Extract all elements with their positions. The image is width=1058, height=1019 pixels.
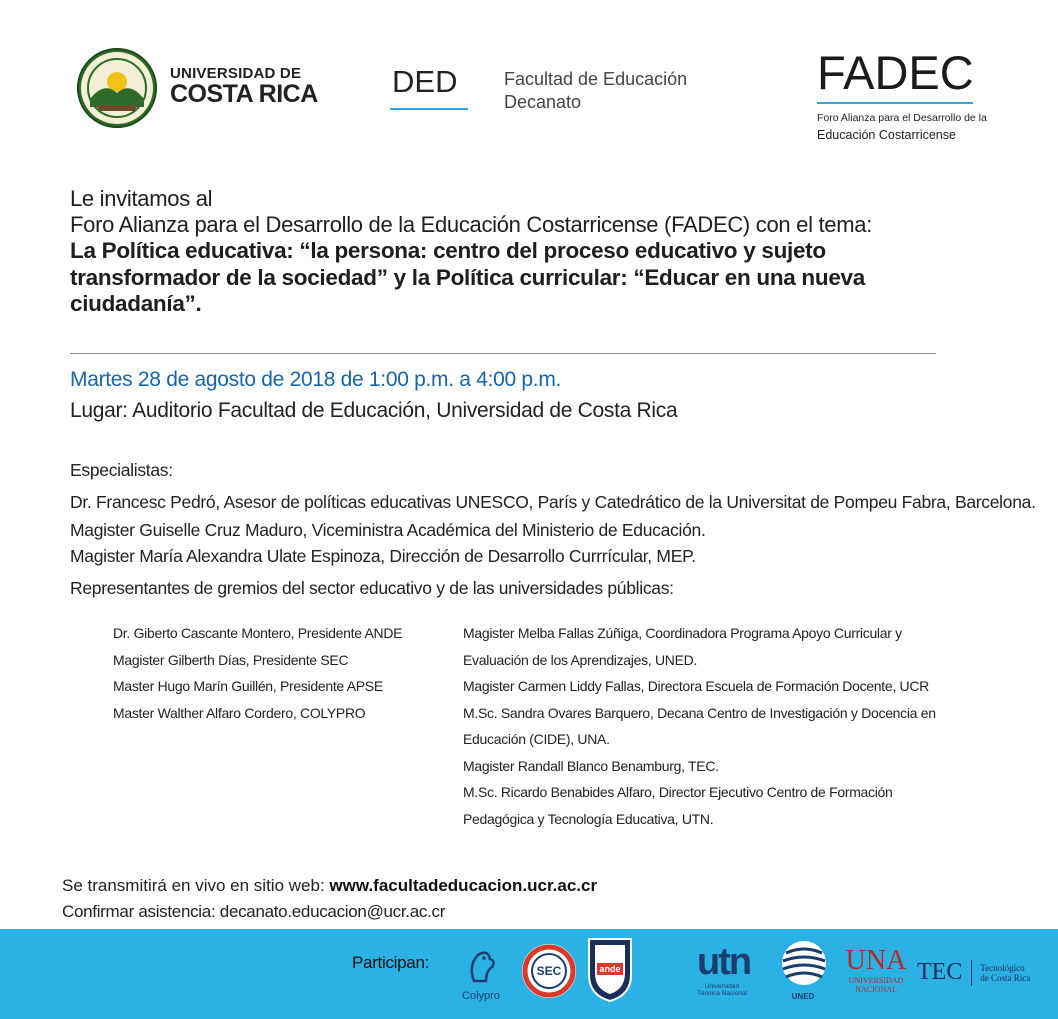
list-item: Dr. Giberto Cascante Montero, Presidente ANDE [113, 625, 403, 641]
list-item: Educación (CIDE), UNA. [463, 731, 610, 747]
fadec-logo-text: FADEC [817, 46, 974, 99]
colypro-label: Colypro [462, 990, 500, 1002]
ucr-wordmark [170, 66, 318, 107]
fadec-underline [817, 102, 973, 104]
fadec-subtitle-2: Educación Costarricense [817, 128, 956, 142]
facultad-block [504, 68, 687, 113]
section-divider [70, 353, 936, 354]
tema-heading: La Política educativa: “la persona: centro del proceso educativo y sujeto transformador de la sociedad” y la Política curricular: “Educar en una nueva ciudadanía”. [70, 238, 865, 316]
especialista-item: Magister Guiselle Cruz Maduro, Viceministra Académica del Ministerio de Educación. [70, 520, 706, 540]
list-item: Master Hugo Marín Guillén, Presidente APSE [113, 678, 383, 694]
gremios-list [113, 620, 402, 726]
event-date: Martes 28 de agosto de 2018 de 1:00 p.m. a 4:00 p.m. [70, 368, 562, 391]
tec-logo [917, 959, 1047, 999]
colypro-bird-icon [452, 947, 510, 987]
stream-url-link[interactable]: www.facultadeducacion.ucr.ac.cr [329, 876, 598, 895]
participan-label: Participan: [352, 953, 430, 972]
una-sub1: UNIVERSIDAD [848, 976, 904, 985]
list-item: Magister Carmen Liddy Fallas, Directora Escuela de Formación Docente, UCR [463, 678, 929, 694]
sec-logo [521, 943, 577, 999]
event-location: Lugar: Auditorio Facultad de Educación, Universidad de Costa Rica [70, 399, 678, 422]
utn-sub1: Universidad [704, 983, 740, 990]
fadec-subtitle-1: Foro Alianza para el Desarrollo de la [817, 112, 987, 124]
universidades-list [463, 620, 936, 832]
ucr-line2: COSTA RICA [170, 80, 318, 108]
una-sub2: NACIONAL [855, 985, 897, 994]
ande-logo [585, 935, 635, 1003]
ded-underline [390, 108, 468, 110]
list-item: Master Walther Alfaro Cordero, COLYPRO [113, 704, 366, 721]
sec-logo-text: SEC [536, 964, 562, 978]
stream-line [62, 876, 597, 896]
ande-logo-text: ande [599, 964, 621, 974]
facultad-name: Facultad de Educación [504, 69, 688, 89]
uned-label: UNED [791, 992, 815, 1001]
colypro-logo [452, 947, 510, 1007]
list-item: Evaluación de los Aprendizajes, UNED. [463, 651, 698, 668]
stream-prefix: Se transmitirá en vivo en sitio web: [62, 876, 325, 895]
ucr-seal-logo [76, 47, 158, 129]
utn-sub2: Técnica Nacional [697, 990, 747, 997]
tec-logo-text: TEC [917, 959, 963, 985]
especialista-item: Dr. Francesc Pedró, Asesor de políticas educativas UNESCO, París y Catedrático de la Universitat de Pompeu Fabra, Barcelona. [70, 492, 1036, 512]
utn-logo-text: utn [697, 941, 751, 983]
ded-logo-text: DED [392, 64, 458, 99]
foro-line: Foro Alianza para el Desarrollo de la Educación Costarricense (FADEC) con el tema: [70, 212, 873, 237]
uned-logo [772, 939, 834, 1011]
list-item: M.Sc. Ricardo Benabides Alfaro, Director Ejecutivo Centro de Formación [463, 784, 893, 800]
utn-logo [697, 941, 767, 1011]
tec-subtitle [980, 963, 1030, 983]
tec-sub1: Tecnológico [980, 962, 1025, 973]
list-item: Pedagógica y Tecnología Educativa, UTN. [463, 810, 714, 827]
representantes-title: Representantes de gremios del sector educativo y de las universidades públicas: [70, 578, 674, 598]
footer-bar [0, 929, 1058, 1019]
list-item: Magister Melba Fallas Zúñiga, Coordinadora Programa Apoyo Curricular y [463, 625, 902, 641]
una-logo-text: UNA [845, 945, 907, 976]
confirm-line: Confirmar asistencia: decanato.educacion@ucr.ac.cr [62, 902, 446, 921]
tec-divider [971, 960, 972, 986]
una-logo [842, 947, 910, 1007]
list-item: Magister Randall Blanco Benamburg, TEC. [463, 757, 719, 774]
invite-line: Le invitamos al [70, 186, 213, 211]
uned-globe-icon [772, 939, 834, 987]
especialista-item: Magister María Alexandra Ulate Espinoza, Dirección de Desarrollo Currrícular, MEP. [70, 546, 696, 566]
tec-sub2: de Costa Rica [980, 972, 1031, 983]
ucr-line1: UNIVERSIDAD DE [170, 65, 302, 82]
especialistas-title: Especialistas: [70, 460, 173, 480]
list-item: Magister Gilberth Días, Presidente SEC [113, 651, 349, 668]
list-item: M.Sc. Sandra Ovares Barquero, Decana Centro de Investigación y Docencia en [463, 704, 936, 721]
decanato-name: Decanato [504, 91, 582, 112]
